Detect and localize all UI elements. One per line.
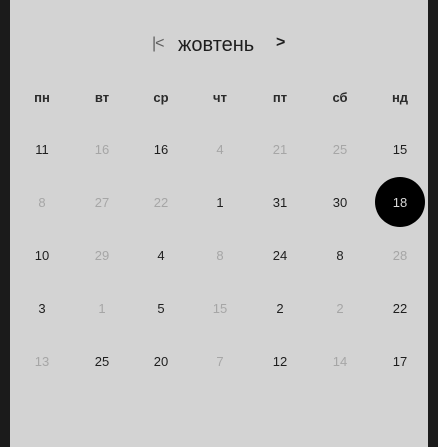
day-cell[interactable]: 13 (34, 353, 50, 369)
weekday-header: ср (153, 90, 169, 105)
day-cell[interactable]: 24 (272, 247, 288, 263)
day-cell[interactable]: 27 (94, 194, 110, 210)
day-cell[interactable]: 4 (157, 247, 165, 263)
day-cell[interactable]: 20 (153, 353, 169, 369)
day-cell[interactable]: 22 (153, 194, 169, 210)
calendar-header (10, 30, 428, 60)
day-cell[interactable]: 7 (216, 353, 224, 369)
day-cell[interactable]: 8 (216, 247, 224, 263)
day-cell[interactable]: 8 (38, 194, 46, 210)
day-cell[interactable]: 2 (276, 300, 284, 316)
day-cell[interactable]: 30 (332, 194, 348, 210)
calendar-panel (10, 0, 428, 447)
day-cell[interactable]: 1 (98, 300, 106, 316)
weekday-header: нд (391, 90, 409, 105)
next-month-icon[interactable]: > (276, 34, 286, 51)
day-cell[interactable]: 4 (216, 141, 224, 157)
weekday-header: сб (332, 90, 348, 105)
day-cell[interactable]: 15 (392, 141, 408, 157)
day-cell[interactable]: 21 (272, 141, 288, 157)
day-cell[interactable]: 10 (34, 247, 50, 263)
previous-month-icon[interactable]: |< (152, 35, 164, 52)
weekday-header: чт (213, 90, 227, 105)
day-cell[interactable]: 1 (216, 194, 224, 210)
selected-day-cell[interactable]: 18 (375, 177, 425, 227)
day-cell[interactable]: 14 (332, 353, 348, 369)
day-cell[interactable]: 16 (153, 141, 169, 157)
day-cell[interactable]: 12 (272, 353, 288, 369)
day-cell[interactable]: 29 (94, 247, 110, 263)
day-cell[interactable]: 5 (157, 300, 165, 316)
day-cell[interactable]: 17 (392, 353, 408, 369)
day-cell[interactable]: 22 (392, 300, 408, 316)
day-cell[interactable]: 8 (336, 247, 344, 263)
day-cell[interactable]: 16 (94, 141, 110, 157)
weekday-header: пт (272, 90, 288, 105)
day-cell[interactable]: 3 (38, 300, 46, 316)
day-cell[interactable]: 25 (94, 353, 110, 369)
weekday-header: пн (34, 90, 50, 105)
weekday-header: вт (94, 90, 110, 105)
month-title: жовтень (178, 34, 255, 56)
day-cell[interactable]: 28 (392, 247, 408, 263)
day-cell[interactable]: 15 (212, 300, 228, 316)
day-cell[interactable]: 31 (272, 194, 288, 210)
day-cell[interactable]: 11 (35, 141, 49, 157)
day-cell[interactable]: 2 (336, 300, 344, 316)
day-cell[interactable]: 25 (332, 141, 348, 157)
